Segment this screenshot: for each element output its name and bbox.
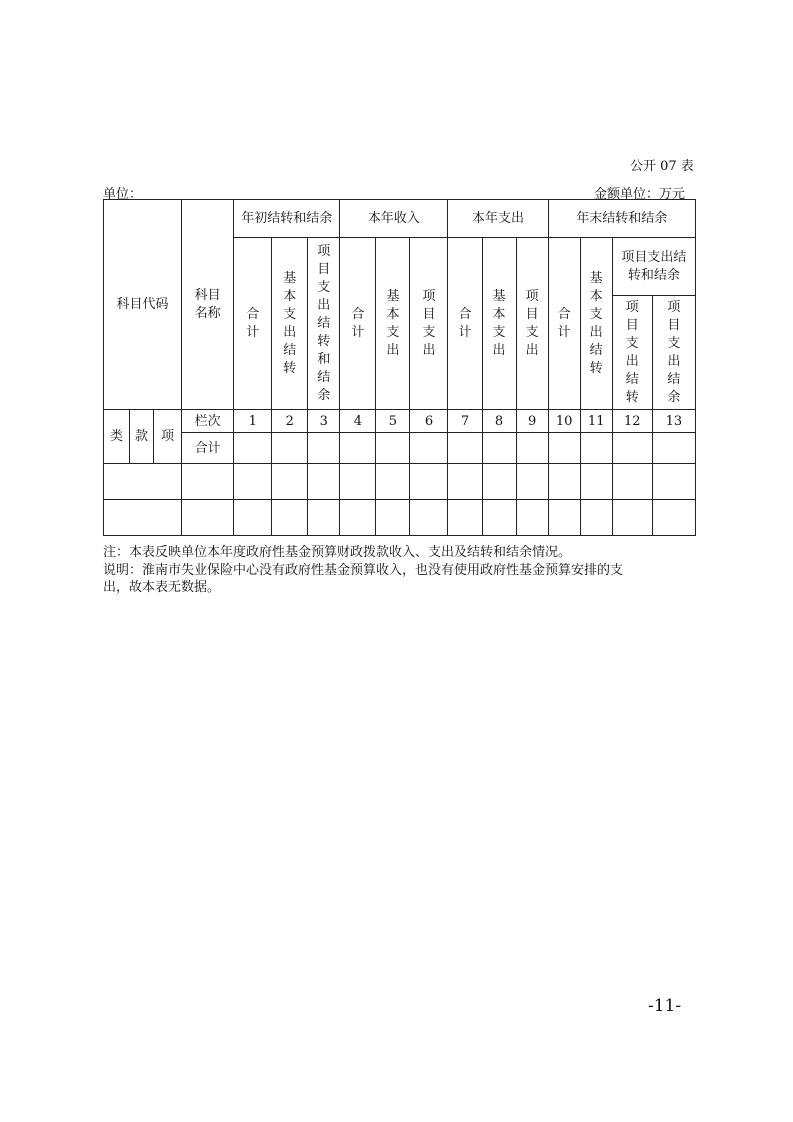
unit-label: 单位：: [103, 187, 143, 202]
table-cell: [612, 464, 652, 500]
col-number: 2: [272, 410, 308, 433]
fund-budget-table: [103, 199, 696, 536]
table-cell: [548, 433, 580, 464]
table-cell: [482, 500, 516, 536]
col-number: 10: [548, 410, 580, 433]
table-cell: [410, 433, 448, 464]
explanation-line: 说明：淮南市失业保险中心没有政府性基金预算收入，也没有使用政府性基金预算安排的支: [103, 563, 624, 578]
table-cell: [376, 464, 410, 500]
table-row-total: [104, 433, 696, 464]
col-number: 12: [612, 410, 652, 433]
header-group-end: 年末结转和结余: [548, 200, 695, 238]
table-cell: [104, 464, 182, 500]
header-subject-code: 科目代码: [104, 200, 182, 410]
table-cell: [340, 500, 376, 536]
table-cell: [652, 433, 695, 464]
header-income-total: 合计: [340, 238, 376, 410]
table-cell: [410, 500, 448, 536]
header-end-project-surplus: 项目支出结余: [652, 296, 695, 410]
page-number: -11-: [648, 996, 682, 1016]
header-group-income: 本年收入: [340, 200, 448, 238]
header-group-begin: 年初结转和结余: [234, 200, 340, 238]
col-number: 13: [652, 410, 695, 433]
table-cell: [272, 433, 308, 464]
header-income-basic: 基本支出: [376, 238, 410, 410]
table-row-empty: [104, 464, 696, 500]
table-cell: [182, 500, 234, 536]
table-cell: [308, 464, 340, 500]
table-cell: [272, 464, 308, 500]
table-cell: [376, 500, 410, 536]
table-cell: [340, 433, 376, 464]
table-cell: [516, 464, 548, 500]
row-label-total: 合计: [182, 433, 234, 464]
table-explanation: [103, 562, 703, 596]
table-cell: [234, 500, 272, 536]
header-subject-name: 科目名称: [182, 200, 234, 410]
col-number: 3: [308, 410, 340, 433]
table-cell: [612, 500, 652, 536]
col-number: 5: [376, 410, 410, 433]
amount-unit: 金额单位：万元: [594, 187, 686, 202]
table-cell: [482, 464, 516, 500]
col-number: 6: [410, 410, 448, 433]
col-number: 11: [580, 410, 612, 433]
header-end-project: 项目支出结转和结余: [612, 238, 695, 296]
table-cell: [308, 500, 340, 536]
table-row-column-numbers: [104, 410, 696, 433]
table-cell: [376, 433, 410, 464]
table-cell: [580, 500, 612, 536]
header-kuan: 款: [130, 410, 154, 464]
header-end-total: 合计: [548, 238, 580, 410]
header-end-basic: 基本支出结转: [580, 238, 612, 410]
header-expense-basic: 基本支出: [482, 238, 516, 410]
col-number: 8: [482, 410, 516, 433]
header-begin-basic: 基本支出结转: [272, 238, 308, 410]
table-cell: [516, 433, 548, 464]
header-end-project-carry: 项目支出结转: [612, 296, 652, 410]
table-cell: [580, 464, 612, 500]
table-note: 注：本表反映单位本年度政府性基金预算财政拨款收入、支出及结转和结余情况。: [103, 545, 572, 560]
table-cell: [234, 433, 272, 464]
header-expense-project: 项目支出: [516, 238, 548, 410]
table-code: 公开 07 表: [630, 159, 694, 174]
col-number: 9: [516, 410, 548, 433]
table-cell: [410, 464, 448, 500]
table-cell: [448, 464, 482, 500]
header-group-expense: 本年支出: [448, 200, 548, 238]
explanation-line: 出，故本表无数据。: [103, 580, 221, 595]
header-expense-total: 合计: [448, 238, 482, 410]
table-cell: [612, 433, 652, 464]
col-number: 7: [448, 410, 482, 433]
header-begin-project: 项目支出结转和结余: [308, 238, 340, 410]
table-cell: [234, 464, 272, 500]
table-cell: [548, 500, 580, 536]
table-cell: [104, 500, 182, 536]
table-cell: [448, 433, 482, 464]
table-cell: [182, 464, 234, 500]
table-cell: [272, 500, 308, 536]
header-begin-total: 合计: [234, 238, 272, 410]
table-cell: [580, 433, 612, 464]
row-label-lanci: 栏次: [182, 410, 234, 433]
table-cell: [482, 433, 516, 464]
header-income-project: 项目支出: [410, 238, 448, 410]
table-row-empty: [104, 500, 696, 536]
header-xiang: 项: [154, 410, 182, 464]
header-lei: 类: [104, 410, 130, 464]
table-cell: [516, 500, 548, 536]
table-cell: [652, 464, 695, 500]
table-cell: [652, 500, 695, 536]
table-cell: [548, 464, 580, 500]
col-number: 1: [234, 410, 272, 433]
table-cell: [308, 433, 340, 464]
col-number: 4: [340, 410, 376, 433]
table-cell: [448, 500, 482, 536]
table-cell: [340, 464, 376, 500]
